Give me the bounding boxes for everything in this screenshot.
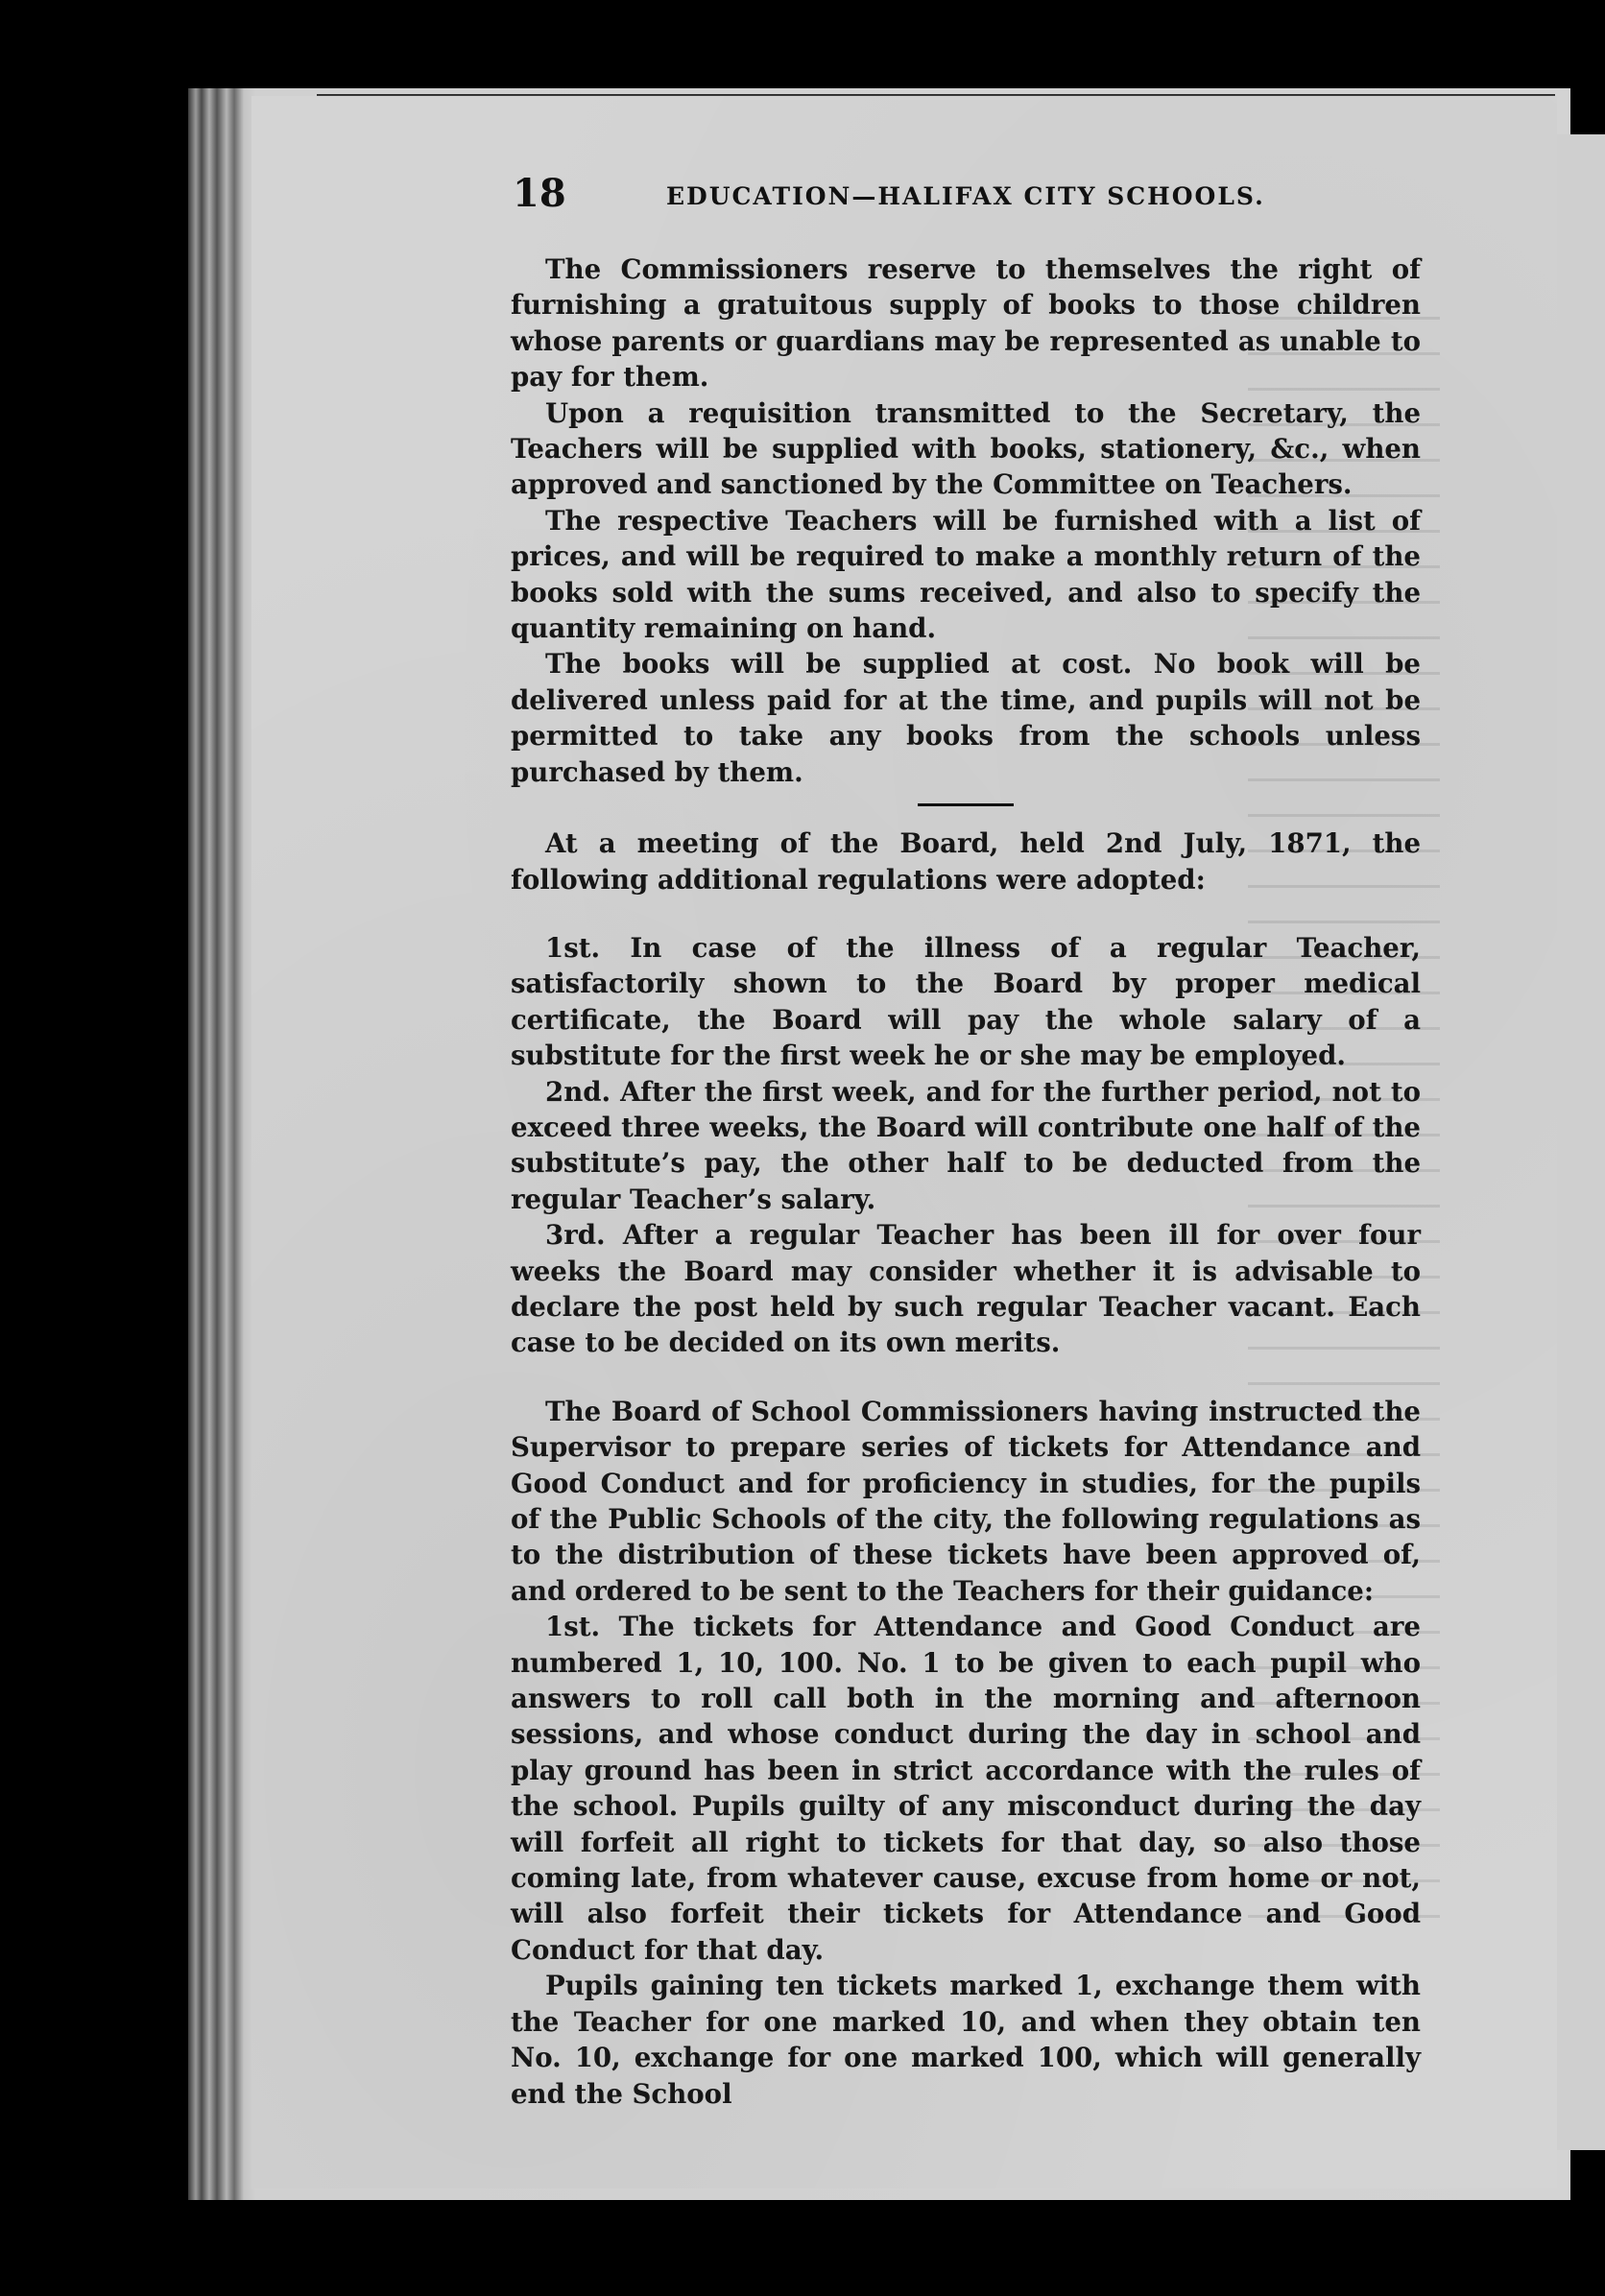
running-head: EDUCATION—HALIFAX CITY SCHOOLS. bbox=[666, 182, 1265, 210]
paragraph-books-gratuitous: The Commissioners reserve to themselves the right of furnishing a gratuitous supply of books to those children whose parents or guardians may be represented as unable to pay for them. bbox=[511, 253, 1421, 394]
ticket-rule-first: 1st. The tickets for Attendance and Good Conduct are numbered 1, 10, 100. No. 1 to be given to each pupil who answers to roll call both in the morning and afternoon sessions, and whose conduct during the day in school and play ground has been in strict accordance with the rules of the school. Pupils guilty of any misconduct during the day will forfeit all right to tickets for that day, so also those coming late, from whatever cause, excuse from home or not, will also forfeit their tickets for Attendance and Good Conduct for that day. bbox=[511, 1611, 1421, 1966]
regulation-third: 3rd. After a regular Teacher has been ill for over four weeks the Board may consider whether it is advisable to declare the post held by such regular Teacher vacant. Each case to be decided on its own merits. bbox=[511, 1219, 1421, 1359]
regulation-second: 2nd. After the first week, and for the further period, not to exceed three weeks, the Board will contribute one half of the substitute’s pay, the other half to be deducted from the regular Teacher’s salary. bbox=[511, 1075, 1421, 1215]
ticket-exchange-rule: Pupils gaining ten tickets marked 1, exchange them with the Teacher for one marked 10, and when they obtain ten No. 10, exchange for one marked 100, which will generally end the School bbox=[511, 1970, 1421, 2110]
paragraph-board-meeting: At a meeting of the Board, held 2nd July, 1871, the following additional regulations were adopted: bbox=[511, 827, 1421, 896]
page-header bbox=[513, 171, 1473, 219]
page-number: 18 bbox=[513, 171, 566, 216]
paragraph-tickets-intro: The Board of School Commissioners having instructed the Supervisor to prepare series of tickets for Attendance and Good Conduct and for proficiency in studies, for the pupils of the Public Schools of the city, the following regulations as to the distribution of these tickets have been approved of, and ordered to be sent to the Teachers for their guidance: bbox=[511, 1395, 1421, 1607]
body-text bbox=[511, 251, 1421, 2112]
section-divider bbox=[918, 803, 1014, 806]
regulation-first: 1st. In case of the illness of a regular Teacher, satisfactorily shown to the Board by proper medical certificate, the Board will pay the whole salary of a substitute for the first week he or she may be employed. bbox=[511, 931, 1421, 1072]
paragraph-price-list: The respective Teachers will be furnished with a list of prices, and will be required to make a monthly return of the books sold with the sums received, and also to specify the quantity remaining on hand. bbox=[511, 504, 1421, 645]
paragraph-requisition: Upon a requisition transmitted to the Secretary, the Teachers will be supplied with books, stationery, &c., when approved and sanctioned by the Committee on Teachers. bbox=[511, 396, 1421, 501]
paragraph-supplied-at-cost: The books will be supplied at cost. No book will be delivered unless paid for at the time, and pupils will not be permitted to take any books from the schools unless purchased by them. bbox=[511, 648, 1421, 788]
